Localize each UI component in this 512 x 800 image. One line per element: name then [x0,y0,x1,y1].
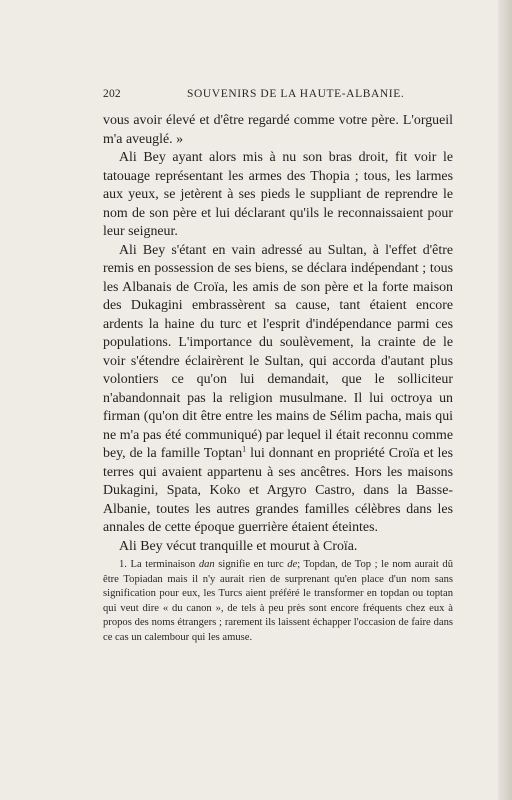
footnote-text-b: signifie en turc [214,559,288,570]
page-number: 202 [103,88,121,100]
footnote-text-c: ; Topdan, de Top ; le nom aurait dû être Topiadan mais il n'y aurait rien de surprenant qu'en place d'un nom sans signification pour eux, les Turcs aient préféré le transformer en topdan ou toptan qui veut dire « du canon », de tels à peu près sont encore fréquents chez eux à propos des noms étrangers ; rarement ils laissent échapper l'occasion de faire dans ce cas un calembour qui les amuse. [103,559,453,643]
footnote-text-a: La terminaison [126,559,199,570]
footnote [103,558,453,646]
footnote-reference: 1 [242,444,247,454]
paragraph-3 [103,242,453,538]
page-edge [498,0,512,800]
footnote-word-de: de [287,559,298,570]
footnote-word-dan: dan [198,559,215,570]
paragraph-3-text-b: lui donnant en propriété Croïa et les terres qui avaient appartenu à ses ancêtres. Hors les maisons Dukagini, Spata, Koko et Argyro Castro, dans la Basse-Albanie, toutes les autres grandes familles célèbres dans les annales de cette époque guerrière étaient éteintes. [103,446,453,535]
paragraph-4: Ali Bey vécut tranquille et mourut à Croïa. [119,538,358,554]
footnote-number: 1. [119,559,127,570]
paragraph-2: Ali Bey ayant alors mis à nu son bras droit, fit voir le tatouage représentant les armes des Thopia ; tous, les larmes aux yeux, se jetèrent à ses pieds le suppliant de reprendre le nom de son père et lui déclarant qu'ils le reconnaissaient pour leur seigneur. [103,150,453,239]
paragraph-3-text-a: Ali Bey s'étant en vain adressé au Sultan, à l'effet d'être remis en possession de ses biens, se déclara indépendant ; tous les Albanais de Croïa, les amis de son père et la forte maison des Dukagini embrassèrent sa cause, tant étaient encore ardents la haine du turc et l'esprit d'indépendance parmi ces populations. L'importance du soulèvement, la crainte de le voir s'étendre éclairèrent le Sultan, qui accorda d'autant plus volontiers ce qu'on lui demandait, que le solliciteur n'abandonnait pas la religion musulmane. Il lui octroya un firman (qu'on dit être entre les mains de Sélim pacha, mais qui ne m'a pas été communiqué) par lequel il était reconnu comme bey, de la famille Toptan [103,242,453,461]
running-title: SOUVENIRS DE LA HAUTE-ALBANIE. [187,88,405,100]
paragraph-1: vous avoir élevé et d'être regardé comme votre père. L'orgueil m'a aveuglé. » [103,113,453,147]
main-text [103,112,453,556]
footnote-paragraph [103,558,453,646]
